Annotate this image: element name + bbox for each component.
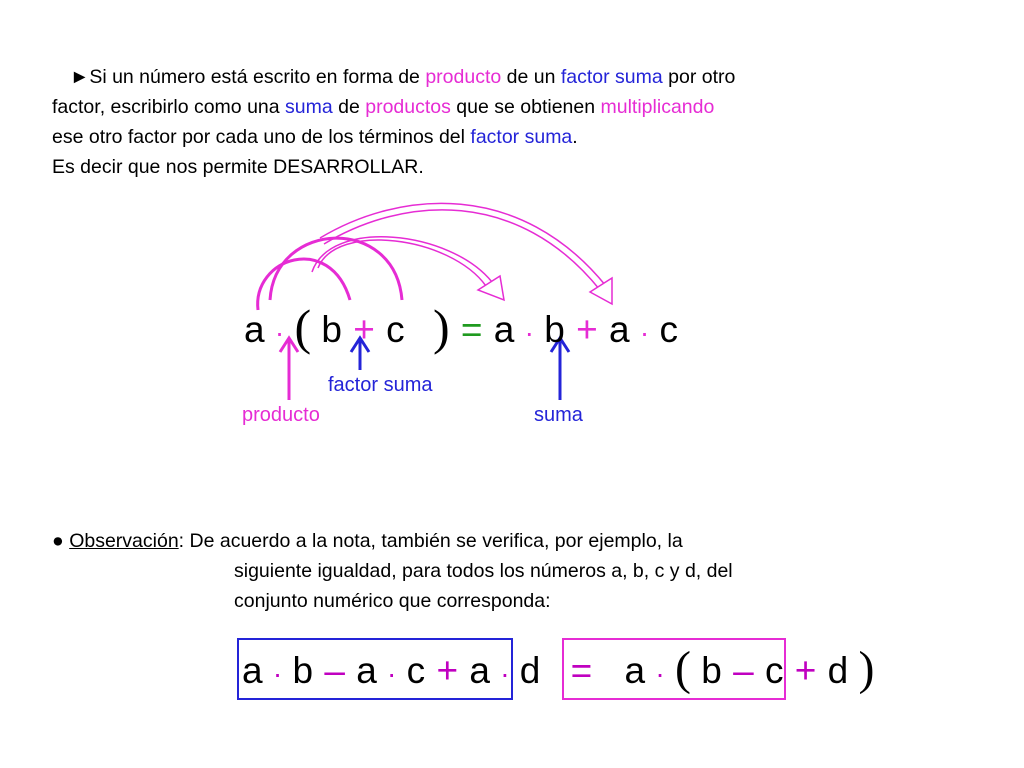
rhs-var-a2: a: [608, 309, 630, 350]
rhs-var-a1: a: [493, 309, 515, 350]
rhs2-dot: ·: [655, 658, 665, 689]
rhs2-left-paren: (: [675, 642, 691, 695]
lhs-b: b: [292, 650, 314, 691]
rhs2-d: d: [827, 650, 849, 691]
lhs-a3: a: [469, 650, 490, 691]
arc-a-to-rhs-c: [320, 203, 606, 286]
var-c: c: [386, 309, 405, 350]
rhs2-right-paren: ): [858, 642, 875, 695]
rhs-dot-1: ·: [524, 317, 534, 348]
term-productos: productos: [365, 96, 451, 118]
left-paren: (: [294, 299, 312, 355]
intro-line-4: Es decir que nos permite DESARROLLAR.: [52, 156, 424, 178]
equals-sign-2: =: [570, 650, 593, 691]
intro-line-2: factor, escribirlo como una suma de productos que se obtienen multiplicando: [52, 96, 715, 118]
factoring-formula: [242, 642, 875, 700]
lhs-plus: +: [436, 650, 459, 691]
equals-sign: =: [460, 309, 483, 350]
rhs2-b: b: [701, 650, 722, 691]
intro-line-1: ►Si un número está escrito en forma de producto de un factor suma por otro: [70, 66, 736, 88]
lhs-a2: a: [356, 650, 377, 691]
var-b: b: [321, 309, 342, 350]
observation-line-2: siguiente igualdad, para todos los números a, b, c y d, del: [234, 560, 733, 582]
bullet-arrow-icon: ►: [70, 66, 90, 88]
lhs-dot3: ·: [500, 658, 510, 689]
term-multiplicando: multiplicando: [600, 96, 715, 118]
term-producto: producto: [425, 66, 502, 88]
term-factor-suma: factor suma: [560, 66, 663, 88]
lhs-d: d: [519, 650, 541, 691]
label-producto: producto: [242, 404, 320, 426]
observation-title: Observación: [69, 530, 179, 552]
term-factor-suma-2: factor suma: [470, 126, 573, 148]
rhs2-a: a: [624, 650, 646, 691]
lhs-dot1: ·: [272, 658, 283, 689]
rhs2-plus: +: [794, 650, 817, 691]
lhs-c: c: [406, 650, 426, 691]
rhs-var-c: c: [659, 309, 678, 350]
arc-a-to-c: [270, 238, 402, 300]
intro-line-3: ese otro factor por cada uno de los términos del factor suma.: [52, 126, 578, 148]
bullet-dot-icon: ●: [52, 530, 64, 552]
plus-operator: +: [353, 309, 375, 350]
rhs2-minus: –: [733, 650, 754, 691]
rhs-var-b: b: [544, 309, 565, 350]
distributive-formula: [244, 296, 678, 362]
label-suma: suma: [534, 404, 583, 426]
lhs-minus: –: [324, 650, 345, 691]
lhs-a1: a: [242, 650, 263, 691]
dot-operator: ·: [274, 317, 285, 348]
right-paren: ): [432, 299, 450, 355]
rhs2-c: c: [765, 650, 784, 691]
rhs-plus: +: [576, 309, 598, 350]
observation-line-3: conjunto numérico que corresponda:: [234, 590, 551, 612]
lhs-dot2: ·: [387, 658, 397, 689]
var-a: a: [244, 309, 265, 350]
observation-paragraph: ● Observación: De acuerdo a la nota, también se verifica, por ejemplo, la siguiente igualdad, para todos los números a, b, c y d, del conjunto numérico que corresponda:: [52, 526, 972, 616]
term-suma: suma: [285, 96, 333, 118]
rhs-dot-2: ·: [639, 317, 650, 348]
label-factor-suma: factor suma: [328, 374, 433, 396]
